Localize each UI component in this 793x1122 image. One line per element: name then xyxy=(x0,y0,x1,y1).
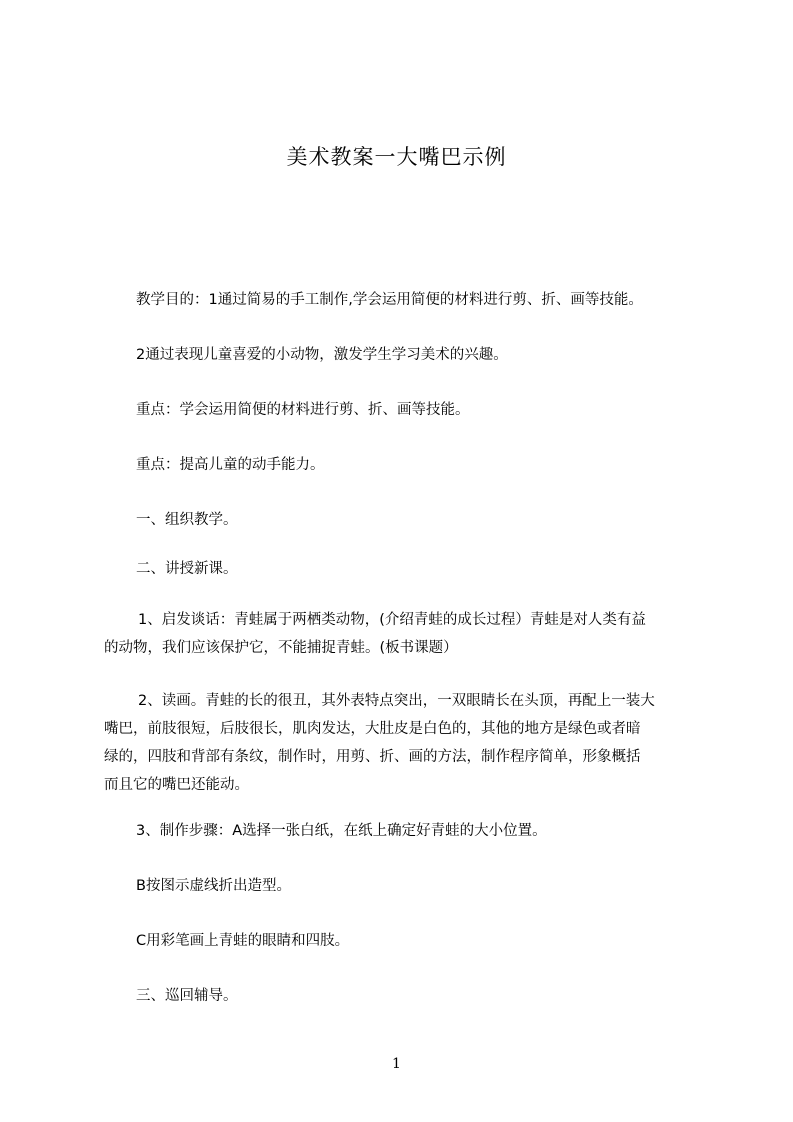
objective-2: 2通过表现儿童喜爱的小动物，激发学生学习美术的兴趣。 xyxy=(136,347,508,363)
step-1-line: 的动物，我们应该保护它，不能捕捉青蛙。(板书课题） xyxy=(104,640,458,656)
step-2-line: 2、读画。青蛙的长的很丑，其外表特点突出，一双眼睛长在头顶，再配上一装大 xyxy=(138,693,655,709)
step-2-line: 绿的，四肢和背部有条纹，制作时，用剪、折、画的方法，制作程序简单，形象概括 xyxy=(104,749,641,765)
step-2-line: 而且它的嘴巴还能动。 xyxy=(104,777,249,793)
objective-1: 教学目的：1通过简易的手工制作,学会运用简便的材料进行剪、折、画等技能。 xyxy=(136,292,643,308)
section-tutoring: 三、巡回辅导。 xyxy=(136,988,238,1004)
step-3: 3、制作步骤：A选择一张白纸，在纸上确定好青蛙的大小位置。 xyxy=(136,823,547,839)
step-2-paragraph xyxy=(104,687,704,799)
key-point-1: 重点：学会运用简便的材料进行剪、折、画等技能。 xyxy=(136,402,470,418)
step-2-line: 嘴巴，前肢很短，后肢很长，肌肉发达，大肚皮是白色的，其他的地方是绿色或者暗 xyxy=(104,721,641,737)
step-3c: C用彩笔画上青蛙的眼睛和四肢。 xyxy=(136,933,350,949)
step-1-line: 1、启发谈话：青蛙属于两栖类动物，(介绍青蛙的成长过程）青蛙是对人类有益 xyxy=(138,612,646,628)
step-1-paragraph xyxy=(104,606,704,662)
section-new-lesson: 二、讲授新课。 xyxy=(136,561,238,577)
page-number: 1 xyxy=(392,1056,401,1072)
key-point-2: 重点：提高儿童的动手能力。 xyxy=(136,457,325,473)
page-title: 美术教案一大嘴巴示例 xyxy=(286,145,507,169)
step-3b: B按图示虚线折出造型。 xyxy=(136,878,291,894)
section-organize: 一、组织教学。 xyxy=(136,512,238,528)
